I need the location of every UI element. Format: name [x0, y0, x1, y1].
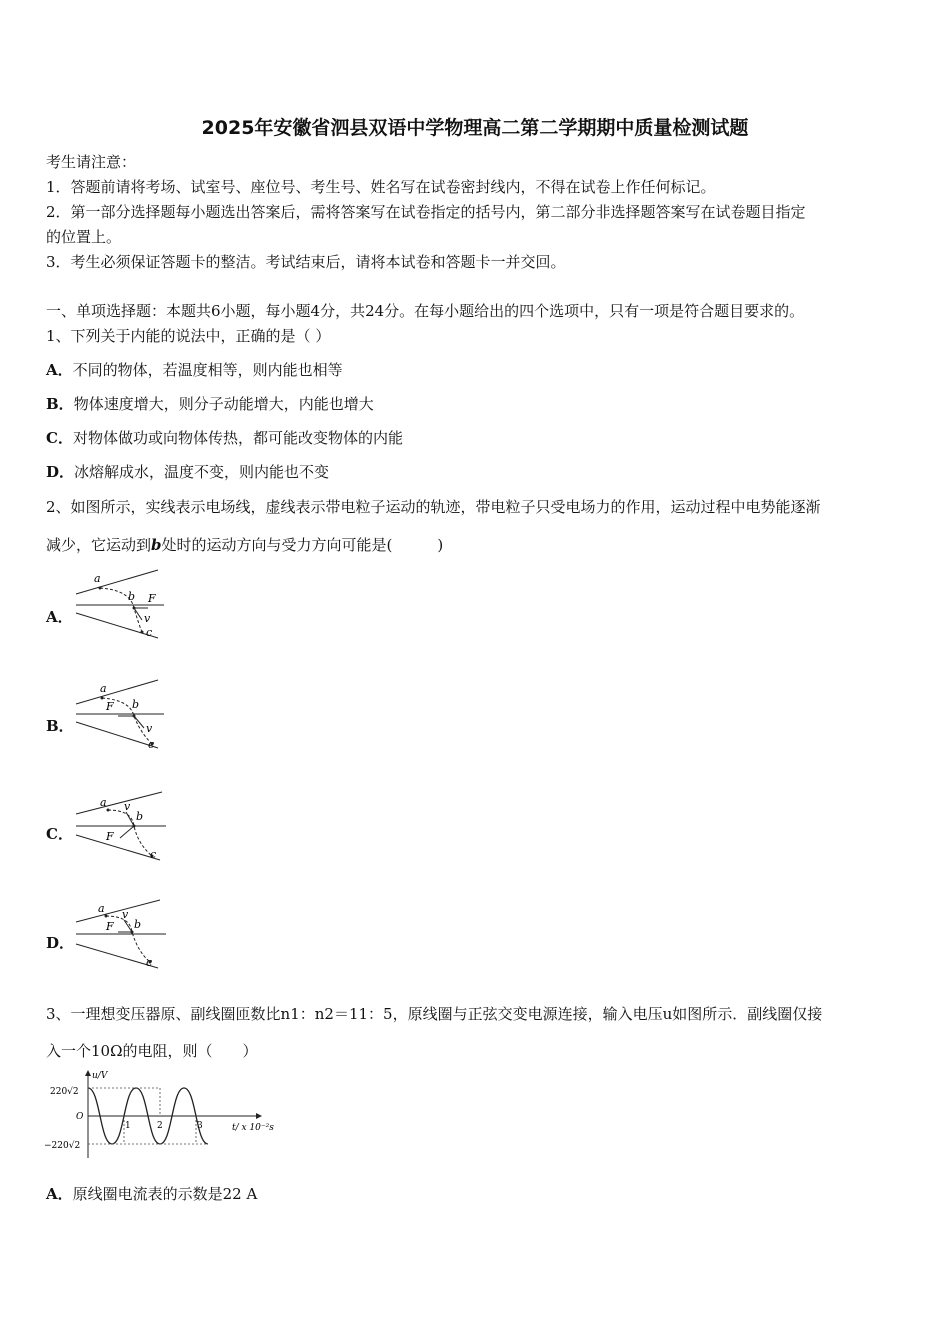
q1-option-a [46, 360, 343, 380]
label-F: F [106, 830, 114, 843]
q2-figure-c [72, 788, 172, 864]
q1-option-d-text: 冰熔解成水，温度不变，则内能也不变 [74, 463, 330, 481]
notice-heading: 考生请注意： [46, 153, 137, 171]
q2-stem-pre: 减少，它运动到 [46, 536, 152, 554]
y-tick-pos: 220√2 [50, 1087, 79, 1097]
label-a: a [100, 796, 107, 809]
label-c: c [150, 848, 157, 861]
q2-figure-a [72, 568, 172, 644]
x-tick-1: 1 [125, 1121, 131, 1131]
notice-item-2: 2．第一部分选择题每小题选出答案后，需将答案写在试卷指定的括号内，第二部分非选择题答案写在试卷题目指定 [46, 203, 806, 221]
label-b: b [132, 698, 140, 711]
q1-option-d [46, 462, 329, 482]
x-tick-2: 2 [157, 1121, 163, 1131]
q3-option-a [46, 1184, 257, 1204]
section-heading: 一、单项选择题：本题共6小题，每小题4分，共24分。在每小题给出的四个选项中，只有一项是符合题目要求的。 [46, 302, 805, 320]
label-c: c [146, 626, 153, 639]
q1-option-b [46, 394, 374, 414]
label-b: b [136, 810, 144, 823]
q2-option-c-label[interactable]: C． [46, 825, 73, 843]
q3-stem-line1: 3、一理想变压器原、副线圈匝数比n1：n2＝11：5，原线圈与正弦交变电源连接，输入电压u如图所示．副线圈仅接 [46, 1005, 823, 1023]
label-b: b [128, 590, 136, 603]
label-v: v [124, 800, 131, 813]
q2-stem-line1: 2、如图所示，实线表示电场线，虚线表示带电粒子运动的轨迹，带电粒子只受电场力的作用，运动过程中电势能逐渐 [46, 498, 821, 516]
y-tick-zero: O [76, 1112, 84, 1122]
label-v: v [122, 908, 129, 921]
q2-stem-post: 处时的运动方向与受力方向可能是( ) [161, 536, 444, 554]
y-tick-neg: −220√2 [44, 1141, 81, 1151]
label-F: F [106, 920, 114, 933]
label-v: v [144, 612, 151, 625]
q3-option-a-label: A． [46, 1185, 73, 1203]
label-a: a [100, 682, 107, 695]
q2-option-a-label[interactable]: A． [46, 608, 73, 626]
q1-stem: 1、下列关于内能的说法中，正确的是（ ） [46, 327, 331, 345]
x-tick-3: 3 [197, 1121, 203, 1131]
page-title: 2025年安徽省泗县双语中学物理高二第二学期期中质量检测试题 [201, 117, 749, 139]
q1-option-c [46, 428, 403, 448]
notice-item-3: 3．考生必须保证答题卡的整洁。考试结束后，请将本试卷和答题卡一并交回。 [46, 253, 566, 271]
notice-item-1: 1．答题前请将考场、试室号、座位号、考生号、姓名写在试卷密封线内，不得在试卷上作任何标记。 [46, 178, 716, 196]
q1-option-b-text: 物体速度增大，则分子动能增大，内能也增大 [73, 395, 374, 413]
x-axis-label: t/ x 10⁻²s [232, 1123, 274, 1133]
q2-stem-b: b [151, 536, 162, 554]
label-a: a [94, 572, 101, 585]
q2-stem-line2 [46, 535, 443, 555]
q1-option-d-label: D． [46, 463, 75, 481]
label-a: a [98, 902, 105, 915]
label-v: v [146, 722, 153, 735]
label-b: b [134, 918, 142, 931]
q1-option-c-label: C． [46, 429, 73, 447]
label-F: F [106, 700, 114, 713]
q3-voltage-graph [44, 1068, 284, 1160]
y-axis-label: u/V [92, 1071, 108, 1081]
q1-option-a-text: 不同的物体，若温度相等，则内能也相等 [72, 361, 343, 379]
q2-option-b-label[interactable]: B． [46, 717, 74, 735]
q1-option-a-label: A． [46, 361, 73, 379]
q2-figure-d [72, 896, 172, 972]
q1-option-b-label: B． [46, 395, 74, 413]
q1-option-c-text: 对物体做功或向物体传热，都可能改变物体的内能 [72, 429, 403, 447]
q3-option-a-text: 原线圈电流表的示数是22 A [72, 1185, 258, 1203]
label-F: F [148, 592, 156, 605]
q2-figure-b [72, 678, 172, 754]
label-c: c [148, 738, 155, 751]
label-c: c [146, 956, 153, 969]
q3-stem-line2: 入一个10Ω的电阻，则（ ） [46, 1042, 258, 1060]
q2-option-d-label[interactable]: D． [46, 934, 75, 952]
notice-item-2-cont: 的位置上。 [46, 228, 122, 246]
